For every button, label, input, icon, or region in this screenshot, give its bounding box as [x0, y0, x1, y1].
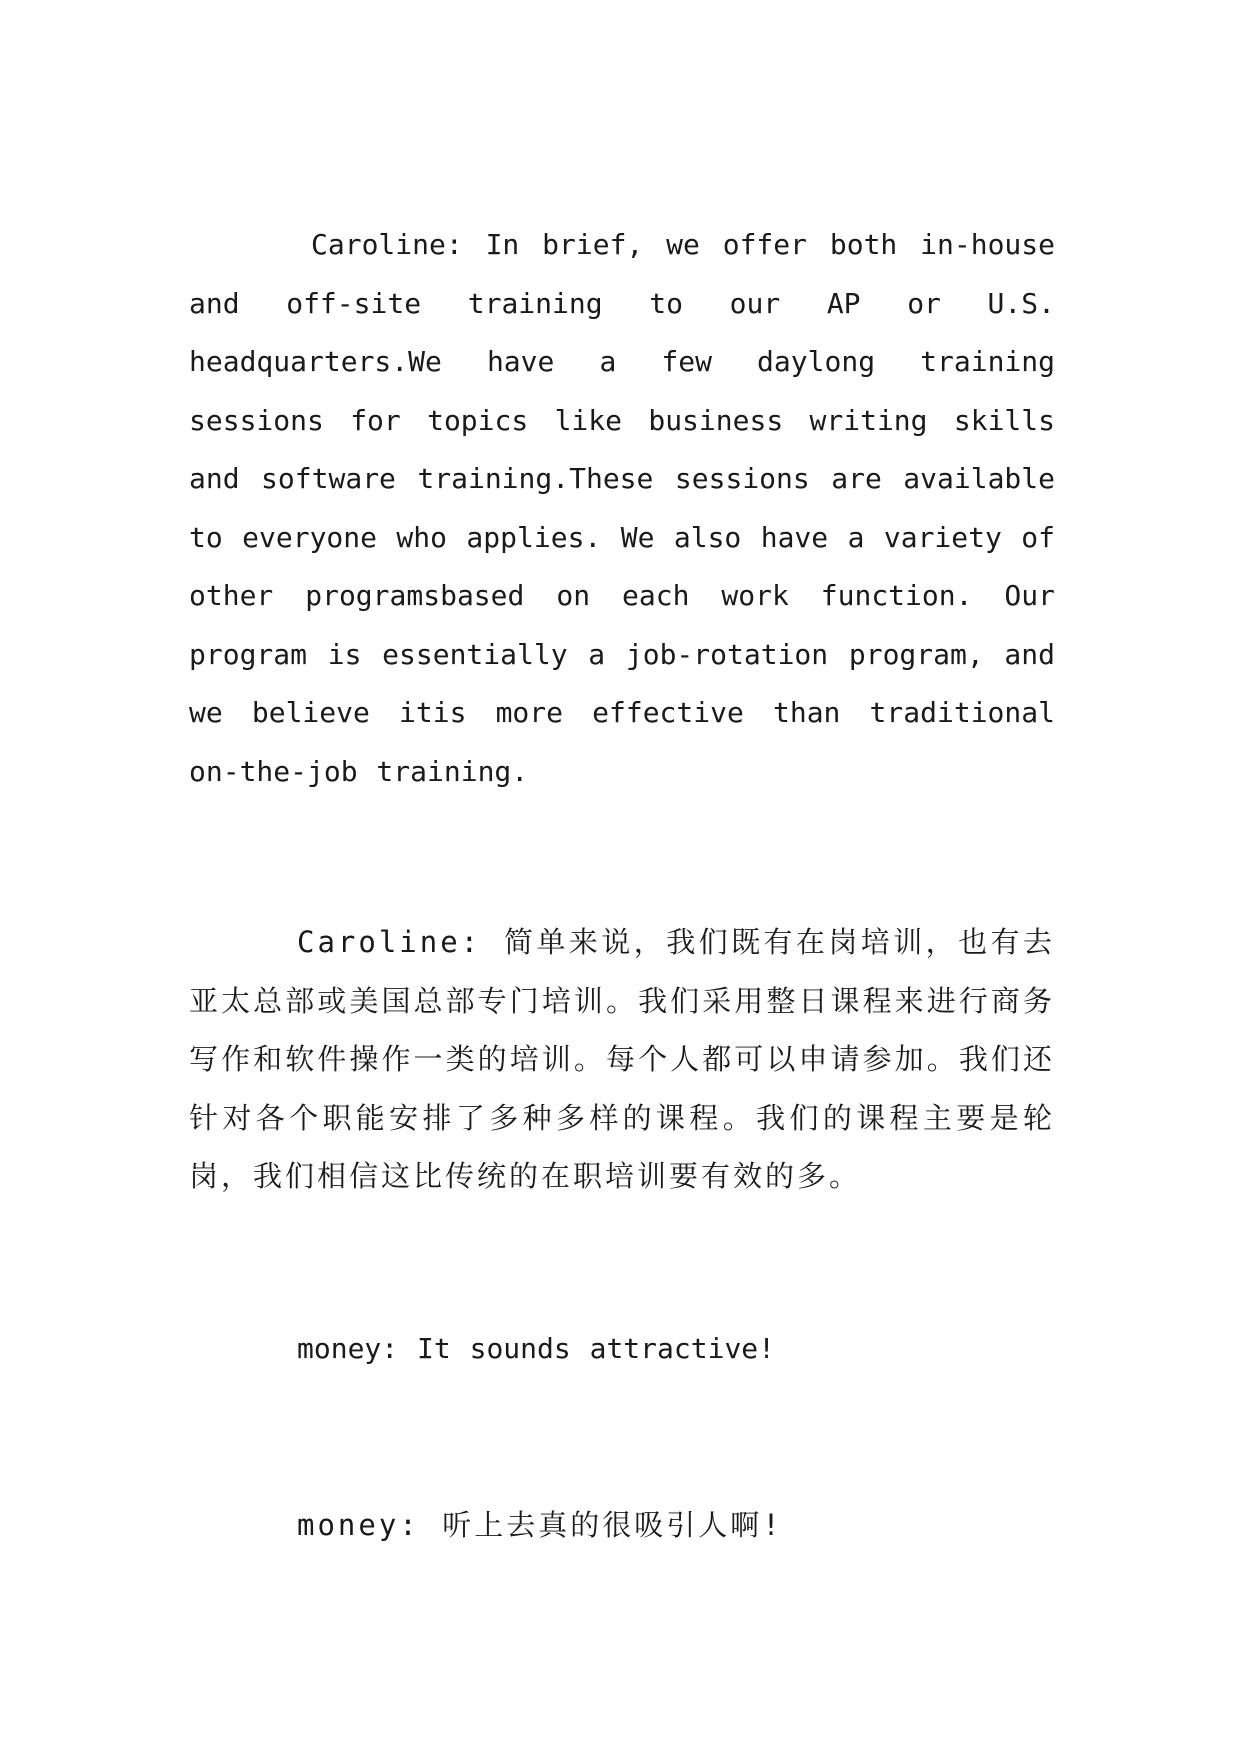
- dialogue-text: 听上去真的很吸引人啊!: [442, 1508, 783, 1542]
- dialogue-text: It sounds attractive!: [417, 1332, 776, 1365]
- speaker-label: Caroline:: [297, 925, 505, 959]
- speaker-label: money:: [297, 1508, 443, 1542]
- dialogue-paragraph-english-caroline: [189, 216, 1055, 801]
- dialogue-paragraph-english-money: [189, 1320, 1055, 1379]
- dialogue-text: In brief, we offer both in-house and off-site training to our AP or U.S. headquarters.We have a few daylong training sessions for topics like business writing skills and software training.These sessions are available to everyone who applies. We also have a variety of other programsbased on each work function. Our program is essentially a job-rotation program, and we believe itis more effective than traditional on-the-job training.: [189, 228, 1056, 788]
- speaker-label: Caroline:: [311, 228, 486, 261]
- speaker-label: money:: [297, 1332, 418, 1365]
- dialogue-paragraph-chinese-caroline: [189, 913, 1055, 1206]
- dialogue-text: 简单来说，我们既有在岗培训，也有去亚太总部或美国总部专门培训。我们采用整日课程来进行商务写作和软件操作一类的培训。每个人都可以申请参加。我们还针对各个职能安排了多种多样的课程。我们的课程主要是轮岗，我们相信这比传统的在职培训要有效的多。: [189, 925, 1055, 1193]
- dialogue-paragraph-chinese-money: [189, 1496, 1055, 1555]
